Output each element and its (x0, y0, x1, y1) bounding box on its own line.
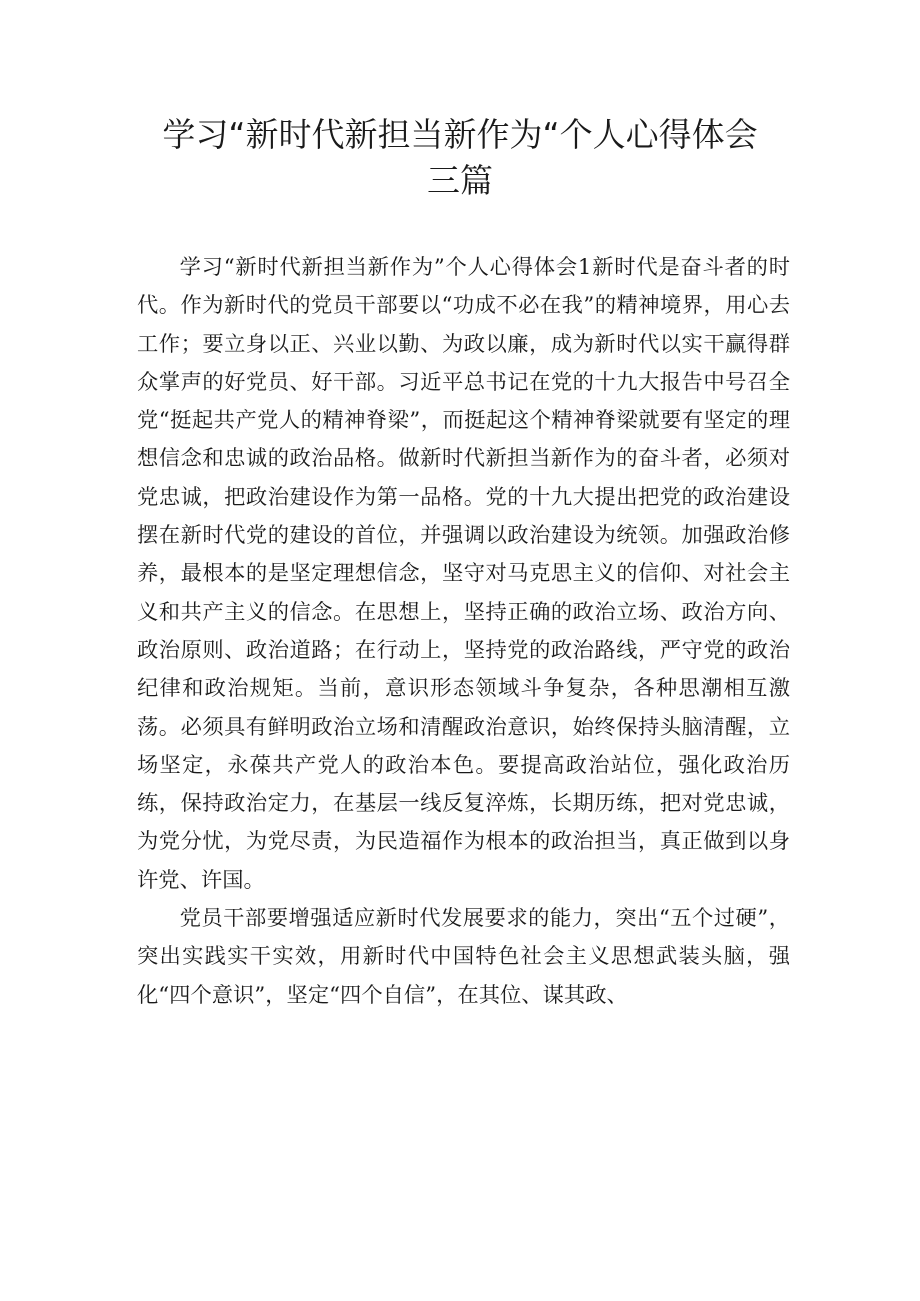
document-title (130, 112, 790, 204)
paragraph-1: 学习“新时代新担当新作为”个人心得体会1新时代是奋斗者的时代。作为新时代的党员干部要以“功成不必在我”的精神境界，用心去工作；要立身以正、兴业以勤、为政以廉，成为新时代以实干赢得群众掌声的好党员、好干部。习近平总书记在党的十九大报告中号召全党“挺起共产党人的精神脊梁”，而挺起这个精神脊梁就要有坚定的理想信念和忠诚的政治品格。做新时代新担当新作为的奋斗者，必须对党忠诚，把政治建设作为第一品格。党的十九大提出把党的政治建设摆在新时代党的建设的首位，并强调以政治建设为统领。加强政治修养，最根本的是坚定理想信念，坚守对马克思主义的信仰、对社会主义和共产主义的信念。在思想上，坚持正确的政治立场、政治方向、政治原则、政治道路；在行动上，坚持党的政治路线，严守党的政治纪律和政治规矩。当前，意识形态领域斗争复杂，各种思潮相互激荡。必须具有鲜明政治立场和清醒政治意识，始终保持头脑清醒，立场坚定，永葆共产党人的政治本色。要提高政治站位，强化政治历练，保持政治定力，在基层一线反复淬炼，长期历练，把对党忠诚，为党分忧，为党尽责，为民造福作为根本的政治担当，真正做到以身许党、许国。 (137, 255, 790, 893)
title-line-1: 学习“新时代新担当新作为“个人心得体会 (162, 115, 758, 154)
paragraph-2: 党员干部要增强适应新时代发展要求的能力，突出“五个过硬”，突出实践实干实效，用新时代中国特色社会主义思想武装头脑，强化“四个意识”，坚定“四个自信”，在其位、谋其政、 (137, 906, 790, 1008)
title-line-2: 三篇 (427, 161, 493, 200)
document-body (137, 249, 790, 1015)
